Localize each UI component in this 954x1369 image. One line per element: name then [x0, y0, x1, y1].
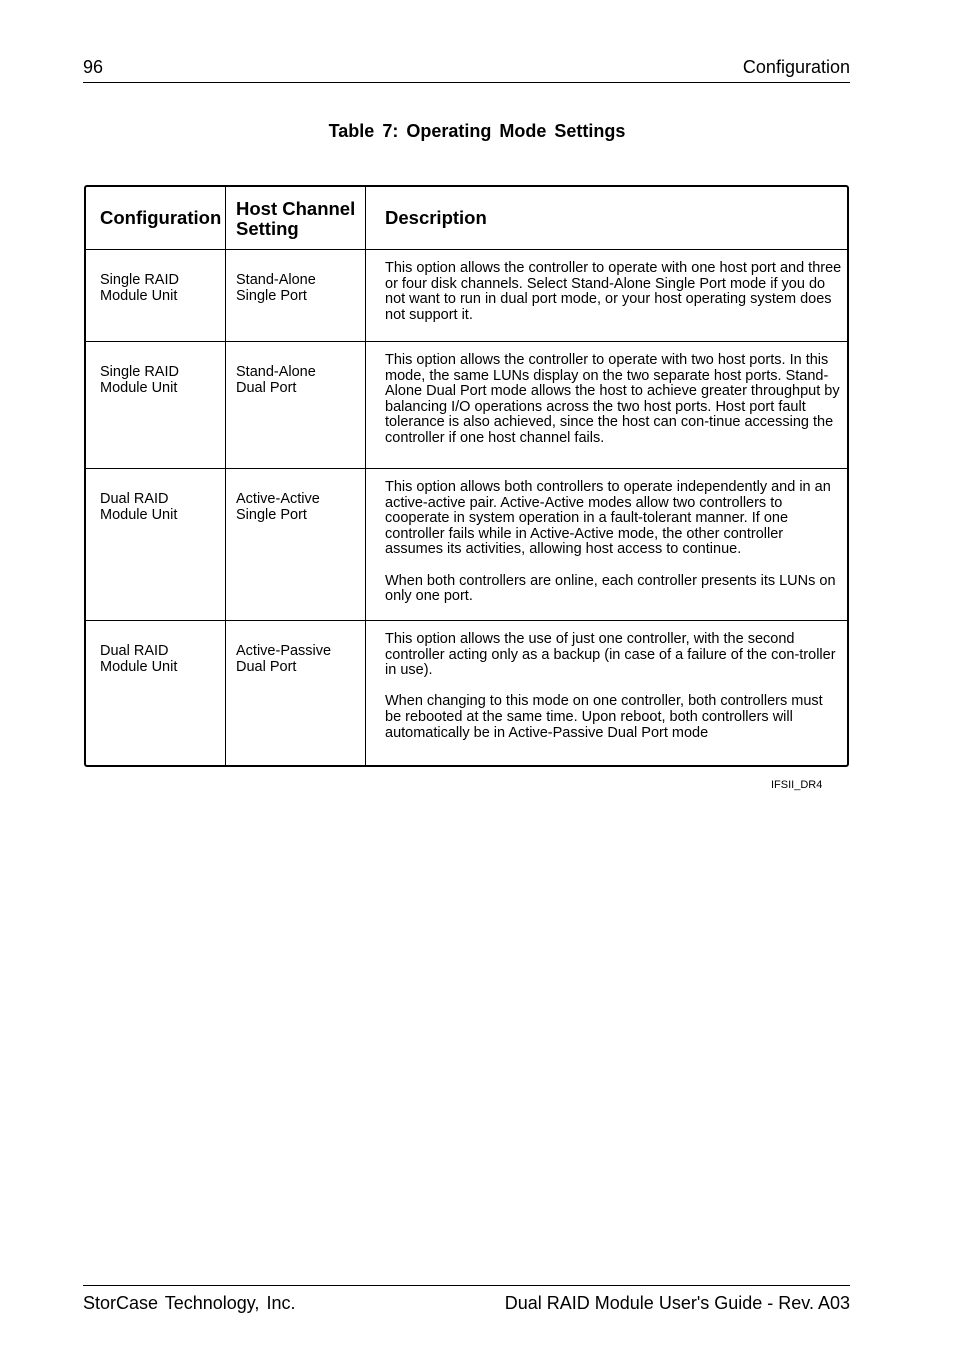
figure-code: IFSII_DR4 — [771, 779, 823, 791]
table-row — [86, 468, 847, 620]
setting-cell — [226, 342, 366, 468]
header-host-channel-line1: Host Channel — [236, 198, 356, 219]
table-row — [86, 341, 847, 468]
setting-cell — [226, 621, 366, 765]
header-divider — [83, 82, 850, 83]
configuration-line2: Module Unit — [100, 506, 178, 523]
footer-company: StorCase Technology, Inc. — [83, 1293, 296, 1313]
setting-line1: Active-Active — [236, 491, 320, 507]
operating-mode-table — [84, 185, 849, 767]
setting-line2: Single Port — [236, 506, 307, 523]
header-configuration: Configuration — [86, 187, 226, 249]
footer-divider — [83, 1285, 850, 1286]
description-paragraph: This option allows the use of just one controller, with the second controller acting only as a backup (in case of a failure of the con-troller in use). — [385, 631, 836, 679]
setting-cell — [226, 250, 366, 341]
description-paragraph: When both controllers are online, each controller presents its LUNs on only one port. — [385, 572, 836, 605]
configuration-cell — [86, 621, 226, 765]
header-host-channel-line2: Setting — [236, 218, 299, 239]
configuration-line2: Module Unit — [100, 658, 178, 675]
setting-line1: Active-Passive — [236, 643, 332, 659]
configuration-line1: Dual RAID — [100, 491, 169, 507]
setting-line1: Stand-Alone — [236, 364, 316, 380]
table-row — [86, 249, 847, 341]
header-description: Description — [385, 207, 487, 228]
table-row — [86, 620, 847, 765]
configuration-line2: Module Unit — [100, 287, 178, 304]
configuration-line2: Module Unit — [100, 379, 178, 396]
description-cell — [366, 469, 847, 620]
description-paragraph: This option allows both controllers to operate independently and in an active-active pair. Active-Active modes allow two controllers to cooperate in system operation in a fault-tolerant manner. If one controller fails while in Active-Active mode, the other controller assumes its activities, allowing host access to continue. — [385, 479, 831, 558]
header-host-channel-setting — [226, 187, 366, 249]
setting-line1: Stand-Alone — [236, 272, 316, 288]
configuration-cell — [86, 250, 226, 341]
setting-line2: Dual Port — [236, 658, 297, 675]
configuration-cell — [86, 342, 226, 468]
description-paragraph: When changing to this mode on one controller, both controllers must be rebooted at the same time. Upon reboot, both controllers will automatically be in Active-Passive Dual Port mode — [385, 693, 823, 741]
description-cell — [366, 250, 847, 341]
setting-line2: Single Port — [236, 287, 307, 304]
setting-line2: Dual Port — [236, 379, 297, 396]
description-cell — [366, 342, 847, 468]
page-number: 96 — [83, 57, 104, 77]
footer-doc-title: Dual RAID Module User's Guide - Rev. A03 — [504, 1293, 850, 1313]
table-caption: Table 7: Operating Mode Settings — [328, 121, 626, 141]
description-paragraph: This option allows the controller to operate with one host port and three or four disk channels. Select Stand-Alone Single Port mode if you do not want to run in dual port mode, or your host operating system does not support it. — [385, 260, 842, 323]
configuration-line1: Dual RAID — [100, 643, 169, 659]
description-paragraph: This option allows the controller to operate with two host ports. In this mode, the same LUNs display on the two separate host ports. Stand-Alone Dual Port mode allows the host to achieve greater throughput by balancing I/O operations across the two host ports. Host port fault tolerance is also achieved, since the host can con-tinue accessing the controller if one host channel fails. — [385, 352, 840, 446]
configuration-cell — [86, 469, 226, 620]
configuration-line1: Single RAID — [100, 364, 179, 380]
configuration-line1: Single RAID — [100, 272, 179, 288]
setting-cell — [226, 469, 366, 620]
section-title: Configuration — [742, 57, 850, 77]
description-cell — [366, 621, 847, 765]
table-header-row — [86, 187, 847, 249]
